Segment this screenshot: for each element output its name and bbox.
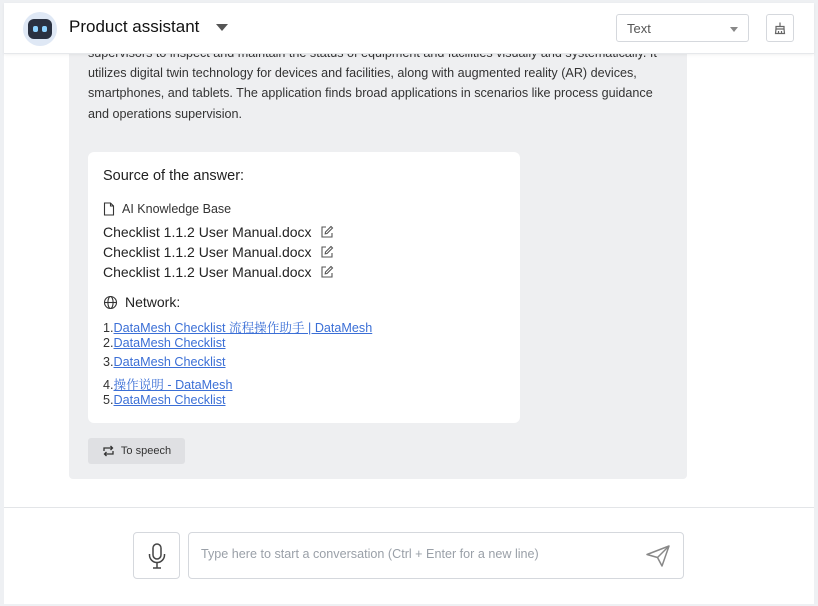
answer-text: utilizes digital twin technology for devices and facilities, along with augmented reality (AR) devices, smartphones, and tablets. The application finds broad applications in scenarios like process guidance and operations supervision.	[88, 66, 653, 121]
chat-area[interactable]	[4, 54, 814, 506]
knowledge-base-label: AI Knowledge Base	[122, 202, 232, 216]
source-file	[103, 224, 334, 240]
network-link[interactable]	[103, 317, 372, 336]
link-text[interactable]: 操作说明 - DataMesh	[113, 378, 233, 392]
link-number: 1.	[103, 321, 114, 335]
network-heading	[103, 294, 180, 310]
network-link[interactable]	[103, 355, 226, 369]
link-number: 5.	[103, 393, 114, 407]
output-mode-select[interactable]	[616, 14, 749, 42]
send-button[interactable]	[645, 544, 671, 568]
network-link[interactable]	[103, 393, 226, 407]
clear-chat-button[interactable]	[766, 14, 794, 42]
network-label: Network:	[125, 294, 181, 310]
network-link[interactable]	[103, 374, 232, 393]
microphone-icon	[147, 542, 167, 570]
edit-icon[interactable]	[320, 265, 334, 279]
voice-input-button[interactable]	[133, 532, 180, 579]
knowledge-base-heading	[103, 202, 231, 216]
source-file	[103, 244, 334, 260]
robot-avatar-icon	[23, 12, 57, 46]
repeat-icon	[102, 445, 115, 457]
top-bar	[4, 3, 814, 54]
source-file-name: Checklist 1.1.2 User Manual.docx	[103, 224, 312, 240]
message-input-box[interactable]	[188, 532, 684, 579]
chevron-down-icon	[730, 27, 738, 32]
source-file	[103, 264, 334, 280]
link-number: 2.	[103, 336, 114, 350]
source-file-name: Checklist 1.1.2 User Manual.docx	[103, 264, 312, 280]
send-icon	[645, 544, 671, 568]
output-mode-value: Text	[627, 21, 651, 36]
link-text[interactable]: DataMesh Checklist	[113, 336, 226, 350]
document-icon	[103, 202, 115, 216]
edit-icon[interactable]	[320, 245, 334, 259]
link-text[interactable]: DataMesh Checklist 流程操作助手 | DataMesh	[113, 321, 373, 335]
app-window	[4, 3, 814, 603]
source-file-name: Checklist 1.1.2 User Manual.docx	[103, 244, 312, 260]
composer-bar	[4, 507, 814, 604]
edit-icon[interactable]	[320, 225, 334, 239]
message-input[interactable]	[201, 547, 631, 567]
to-speech-button[interactable]	[88, 438, 185, 464]
network-link[interactable]	[103, 336, 226, 350]
assistant-dropdown-icon[interactable]	[216, 24, 228, 31]
source-title: Source of the answer:	[103, 168, 245, 184]
answer-source-card	[88, 152, 520, 423]
link-number: 4.	[103, 378, 114, 392]
link-number: 3.	[103, 355, 114, 369]
assistant-title: Product assistant	[69, 17, 200, 36]
globe-icon	[103, 295, 118, 310]
link-text[interactable]: DataMesh Checklist	[113, 393, 226, 407]
assistant-message	[69, 54, 687, 479]
to-speech-label: To speech	[120, 445, 172, 457]
broom-icon	[773, 21, 787, 35]
link-text[interactable]: DataMesh Checklist	[113, 355, 226, 369]
